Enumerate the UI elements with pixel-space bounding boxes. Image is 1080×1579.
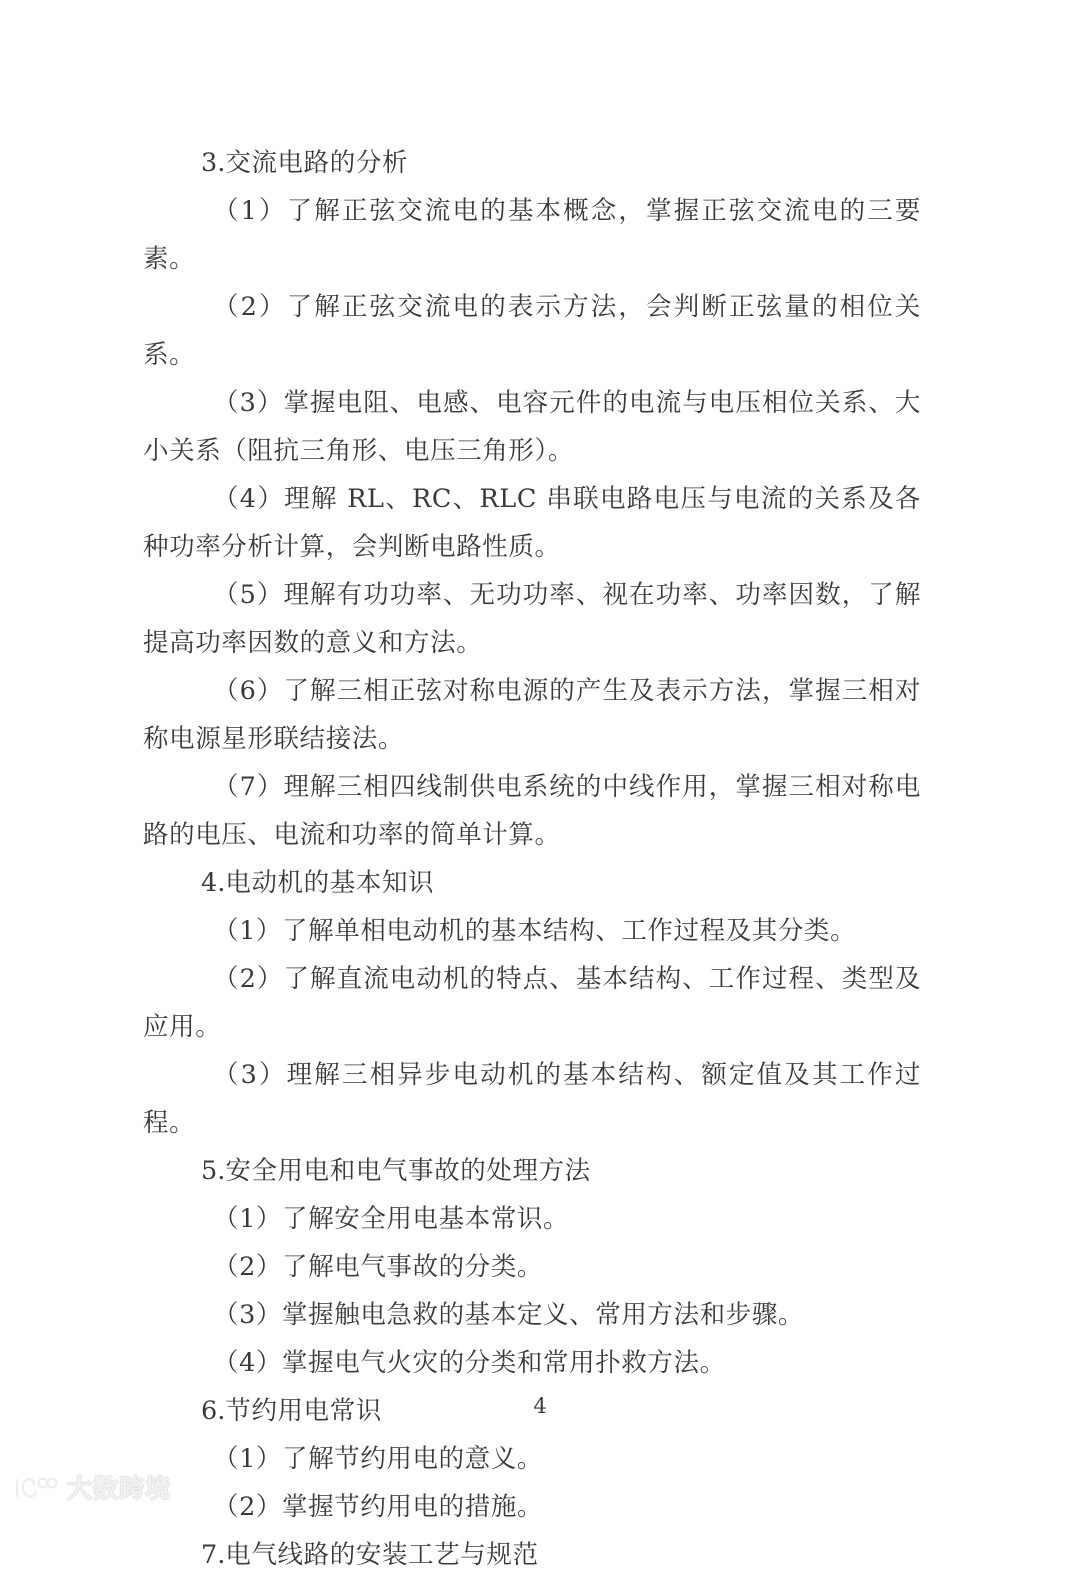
list-item: （1）了解单相电动机的基本结构、工作过程及其分类。 [213, 916, 857, 946]
list-item: （4）掌握电气火灾的分类和常用扑救方法。 [213, 1348, 726, 1378]
list-item: （2）了解电气事故的分类。 [213, 1252, 544, 1282]
section-number: 6. [201, 1396, 226, 1426]
list-item: （4）理解 RL、RC、RLC 串联电路电压与电流的关系及各种功率分析计算，会判断电路性质。 [143, 484, 921, 562]
section-number: 3. [201, 148, 226, 178]
section-title: 节约用电常识 [225, 1396, 382, 1426]
section-number: 7. [201, 1540, 226, 1570]
section-title: 交流电路的分析 [225, 148, 409, 178]
list-item: （1）了解安全用电基本常识。 [213, 1204, 570, 1234]
list-item: （3）理解三相异步电动机的基本结构、额定值及其工作过程。 [143, 1060, 921, 1138]
watermark [12, 1474, 171, 1502]
section-title: 电动机的基本知识 [225, 868, 435, 898]
logo-icon [12, 1474, 58, 1502]
list-item: （7）理解三相四线制供电系统的中线作用，掌握三相对称电路的电压、电流和功率的简单计算。 [143, 772, 921, 850]
list-item: （1）了解正弦交流电的基本概念，掌握正弦交流电的三要素。 [143, 196, 921, 274]
list-item: （2）了解正弦交流电的表示方法，会判断正弦量的相位关系。 [143, 292, 921, 370]
list-item: （6）了解三相正弦对称电源的产生及表示方法，掌握三相对称电源星形联结接法。 [143, 676, 921, 754]
section-title: 安全用电和电气事故的处理方法 [225, 1156, 591, 1186]
section-heading [143, 859, 921, 907]
section-title: 电气线路的安装工艺与规范 [225, 1540, 539, 1570]
document-body [143, 139, 921, 1579]
watermark-text: 大数跨境 [67, 1473, 172, 1503]
section-heading [143, 139, 921, 187]
section-number: 5. [201, 1156, 226, 1186]
list-item: （2）了解直流电动机的特点、基本结构、工作过程、类型及应用。 [143, 964, 921, 1042]
list-item: （3）掌握电阻、电感、电容元件的电流与电压相位关系、大小关系（阻抗三角形、电压三角形）。 [143, 388, 921, 466]
page-number: 4 [533, 1394, 547, 1418]
section-heading [143, 1531, 921, 1579]
section-number: 4. [201, 868, 226, 898]
list-item: （1）了解节约用电的意义。 [213, 1444, 544, 1474]
section-heading [143, 1147, 921, 1195]
list-item: （3）掌握触电急救的基本定义、常用方法和步骤。 [213, 1300, 805, 1330]
list-item: （2）掌握节约用电的措施。 [213, 1492, 544, 1522]
list-item: （5）理解有功功率、无功功率、视在功率、功率因数，了解提高功率因数的意义和方法。 [143, 580, 921, 658]
